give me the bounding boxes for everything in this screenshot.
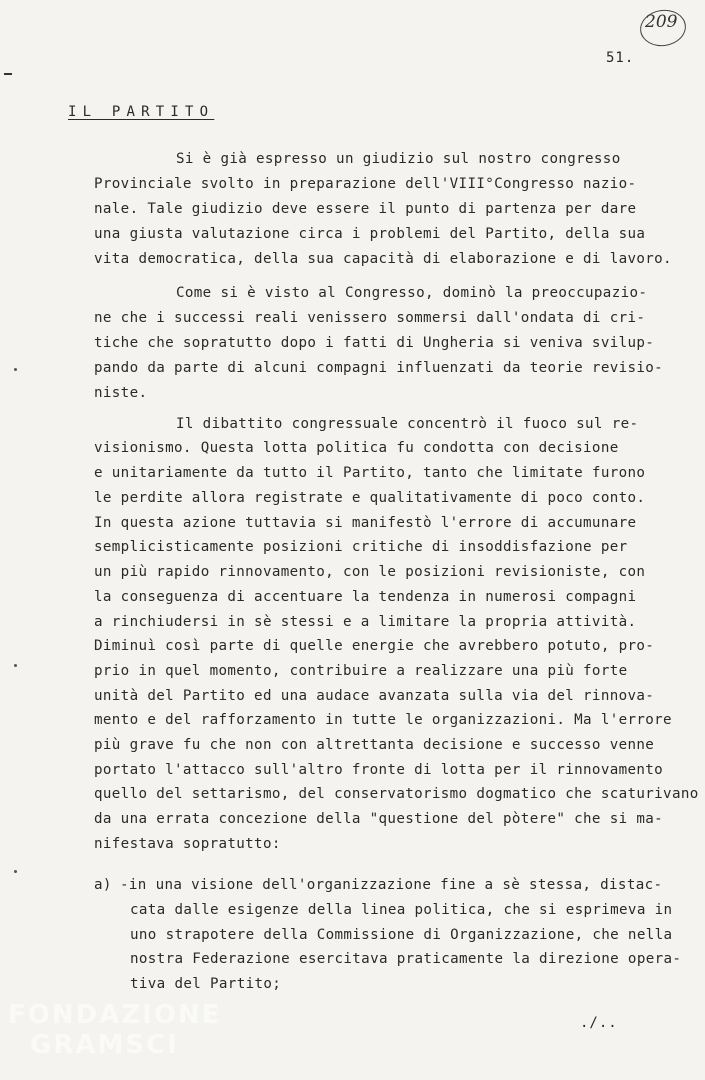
handwritten-page-annotation: 209 (645, 12, 678, 32)
text-line: un più rapido rinnovamento, con le posizioni revisioniste, con (94, 564, 646, 580)
text-line: niste. (94, 385, 148, 401)
margin-speck (14, 664, 17, 667)
section-title: IL PARTITO (68, 104, 215, 120)
text-line: visionismo. Questa lotta politica fu condotta con decisione (94, 440, 619, 456)
list-item-line: uno strapotere della Commissione di Organizzazione, che nella (130, 927, 673, 943)
text-line: In questa azione tuttavia si manifestò l'errore di accumunare (94, 515, 637, 531)
list-marker: a) (94, 877, 112, 893)
text-line: ne che i successi reali venissero sommersi dall'ondata di cri- (94, 310, 646, 326)
text-line: Diminuì così parte di quelle energie che avrebbero potuto, pro- (94, 638, 655, 654)
margin-mark (4, 73, 12, 75)
text-line: portato l'attacco sull'altro fronte di lotta per il rinnovamento (94, 762, 664, 778)
text-line: Il dibattito congressuale concentrò il fuoco sul re- (176, 416, 639, 432)
text-line: Come si è visto al Congresso, dominò la preoccupazio- (176, 285, 648, 301)
text-line: prio in quel momento, contribuire a realizzare una più forte (94, 663, 628, 679)
text-line: mento e del rafforzamento in tutte le organizzazioni. Ma l'errore (94, 712, 672, 728)
page-number: 51. (606, 50, 635, 66)
text-line: da una errata concezione della "questione del pòtere" che si ma- (94, 811, 664, 827)
text-line: vita democratica, della sua capacità di elaborazione e di lavoro. (94, 251, 672, 267)
text-line: una giusta valutazione circa i problemi del Partito, della sua (94, 226, 646, 242)
text-line: semplicisticamente posizioni critiche di insoddisfazione per (94, 539, 628, 555)
list-item-line: tiva del Partito; (130, 976, 282, 992)
text-line: Si è già espresso un giudizio sul nostro congresso (176, 151, 621, 167)
text-line: pando da parte di alcuni compagni influenzati da teorie revisio- (94, 360, 664, 376)
text-line: a rinchiudersi in sè stessi e a limitare la propria attività. (94, 614, 637, 630)
text-line: tiche che sopratutto dopo i fatti di Ungheria si veniva svilup- (94, 335, 655, 351)
continuation-mark: ./.. (580, 1015, 618, 1031)
text-line: Provinciale svolto in preparazione dell'VIII°Congresso nazio- (94, 176, 637, 192)
watermark-line-2: GRAMSCI (30, 1030, 179, 1060)
list-item-line: cata dalle esigenze della linea politica, che si esprimeva in (130, 902, 673, 918)
text-line: nale. Tale giudizio deve essere il punto di partenza per dare (94, 201, 637, 217)
text-line: la conseguenza di accentuare la tendenza in numerosi compagni (94, 589, 637, 605)
list-item-line: -in una visione dell'organizzazione fine a sè stessa, distac- (120, 877, 663, 893)
watermark-line-1: FONDAZIONE (8, 1000, 222, 1030)
margin-speck (14, 368, 17, 371)
text-line: quello del settarismo, del conservatorismo dogmatico che scaturivano (94, 786, 699, 802)
list-item-line: nostra Federazione esercitava praticamente la direzione opera- (130, 951, 682, 967)
margin-speck (14, 870, 17, 873)
text-line: e unitariamente da tutto il Partito, tanto che limitate furono (94, 465, 646, 481)
text-line: le perdite allora registrate e qualitativamente di poco conto. (94, 490, 646, 506)
text-line: unità del Partito ed una audace avanzata sulla via del rinnova- (94, 688, 655, 704)
text-line: nifestava sopratutto: (94, 836, 281, 852)
text-line: più grave fu che non con altrettanta decisione e successo venne (94, 737, 655, 753)
